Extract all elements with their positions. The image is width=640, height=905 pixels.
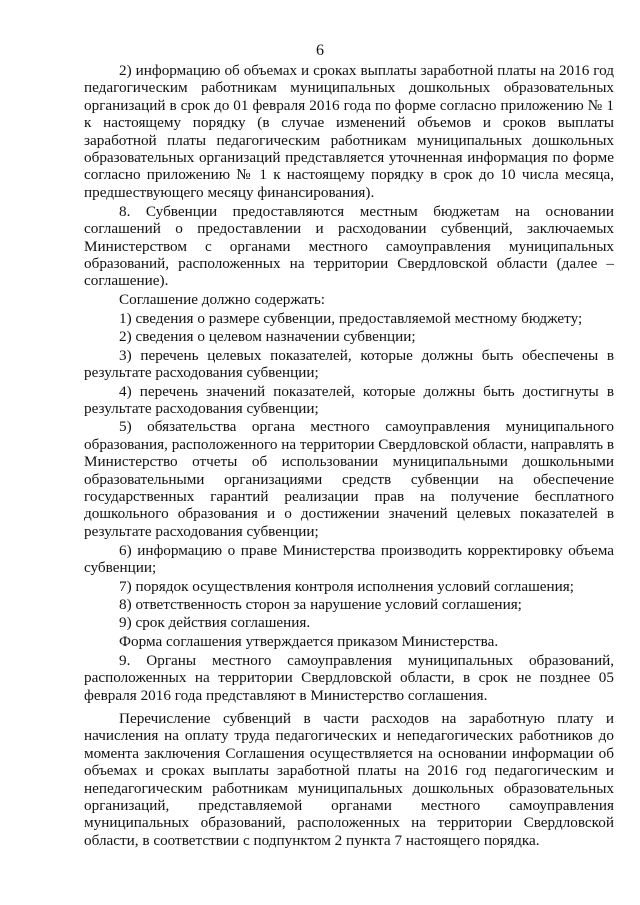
paragraph-point-8-subventions: 8. Субвенции предоставляются местным бюджетам на основании соглашений о предоставлении и расходовании субвенций, заключаемых Министерством с органами местного самоуправления муниципальных образований, расположенных на территории Свердловской области (далее – соглашение).: [84, 202, 614, 290]
paragraph-agreement-item-8: 8) ответственность сторон за нарушение условий соглашения;: [119, 595, 522, 613]
page-number: 6: [316, 42, 324, 59]
paragraph-point-9-local-authorities: 9. Органы местного самоуправления муниципальных образований, расположенных на территории Свердловской области, в срок не позднее 05 февраля 2016 года представляют в Министерство соглашения.: [84, 651, 614, 704]
paragraph-agreement-item-7: 7) порядок осуществления контроля исполнения условий соглашения;: [119, 577, 574, 595]
paragraph-agreement-item-6: 6) информацию о праве Министерства производить корректировку объема субвенции;: [84, 541, 614, 577]
paragraph-agreement-item-4: 4) перечень значений показателей, которые должны быть достигнуты в результате расходования субвенции;: [84, 382, 614, 417]
paragraph-agreement-item-5: 5) обязательства органа местного самоуправления муниципального образования, расположенного на территории Свердловской области, направлять в Министерство отчеты об использовании муниципальными дошкольными образовательными организациями средств субвенции на обеспечение государственных гарантий реализации прав на получение бесплатного дошкольного образования и о достижении значений целевых показателей в результате расходования субвенции;: [84, 418, 615, 540]
paragraph-agreement-item-3: 3) перечень целевых показателей, которые должны быть обеспечены в результате расходования субвенции;: [84, 346, 614, 382]
paragraph-subvention-transfer: Перечисление субвенций в части расходов на заработную плату и начисления на оплату труда педагогических и непедагогических работников до момента заключения Соглашения осуществляется на основании информации об объемах и сроках выплаты заработной платы на 2016 год педагогическим и непедагогическим работникам муниципальных дошкольных образовательных организаций, представляемой органами местного самоуправления муниципальных образований, расположенных на территории Свердловской области, в соответствии с подпунктом 2 пункта 7 настоящего порядка.: [84, 710, 614, 849]
paragraph-agreement-item-9: 9) срок действия соглашения.: [119, 614, 311, 632]
paragraph-agreement-form: Форма соглашения утверждается приказом Министерства.: [119, 632, 499, 650]
paragraph-agreement-item-2: 2) сведения о целевом назначении субвенции;: [119, 328, 416, 346]
paragraph-item-2-salary-info: 2) информацию об объемах и сроках выплаты заработной платы на 2016 год педагогическим работникам муниципальных дошкольных образовательных организаций в срок до 01 февраля 2016 года по форме согласно приложению № 1 к настоящему порядку (в случае изменений объемов и сроков выплаты заработной платы педагогическим работникам муниципальных дошкольных образовательных организаций представляется уточненная информация по форме согласно приложению № 1 к настоящему порядку в срок до 10 числа месяца, предшествующего месяцу финансирования).: [84, 62, 614, 201]
document-body: [84, 62, 614, 851]
paragraph-agreement-contents-intro: Соглашение должно содержать:: [119, 291, 326, 309]
paragraph-agreement-item-1: 1) сведения о размере субвенции, предоставляемой местному бюджету;: [119, 309, 583, 327]
